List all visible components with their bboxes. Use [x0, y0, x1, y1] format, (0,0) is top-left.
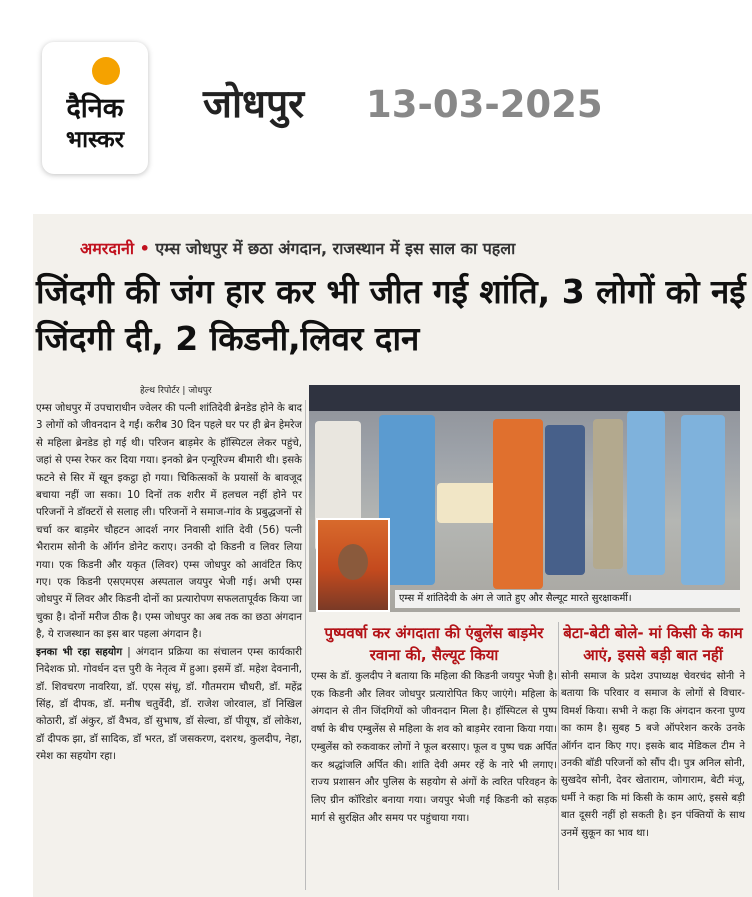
- column-1-subhead: इनका भी रहा सहयोग: [36, 646, 123, 658]
- kicker-text: एम्स जोधपुर में छठा अंगदान, राजस्थान में इस साल का पहला: [155, 239, 516, 258]
- article-column-1: [36, 400, 302, 766]
- kicker-bullet: •: [139, 239, 150, 258]
- guard-figure: [593, 419, 623, 569]
- edition-city: जोधपुर: [203, 82, 305, 127]
- article-kicker: [80, 238, 720, 260]
- logo-line-1: दैनिक: [66, 93, 124, 124]
- sun-icon: [92, 57, 120, 85]
- photo-caption: एम्स में शांतिदेवी के अंग ले जाते हुए और सैल्यूट मारते सुरक्षाकर्मी।: [395, 590, 740, 608]
- person-figure: [493, 419, 543, 589]
- column-1-paragraph-2: | अंगदान प्रक्रिया का संचालन एम्स कार्यकारी निदेशक प्रो. गोवर्धन दत्त पुरी के नेतृत्व में हुआ। इसमें डॉ. महेश देवनानी, डॉ. शिवचरण नावरिया, डॉ. एएस संधू, डॉ. गौतमराम चौधरी, डॉ. महेंद्र सिंह, डॉ दीपक, डॉ. मनीष चतुर्वेदी, डॉ. राजेश जोरवाल, डॉ निखिल कोठारी, डॉ अंकुर, डॉ वैभव, डॉ सुभाष, डॉ सेल्वा, डॉ पीयूष, डॉ लोकेश, डॉ दीपक झा, डॉ सादिक, डॉ भरत, डॉ जसकरण, दशरथ, कुलदीप, नेहा, रमेश का सहयोग रहा।: [36, 646, 302, 763]
- kicker-place: अमरदानी: [80, 239, 135, 258]
- edition-date: 13-03-2025: [366, 83, 603, 126]
- article-byline: हेल्थ रिपोर्टर | जोधपुर: [140, 386, 212, 396]
- column-3-headline: बेटा-बेटी बोले- मां किसी के काम आएं, इससे बड़ी बात नहीं: [563, 624, 743, 664]
- column-2-headline: पुष्पवर्षा कर अंगदाता की एंबुलेंस बाड़मेर रवाना की, सैल्यूट किया: [324, 624, 544, 664]
- photo-ceiling: [309, 385, 740, 411]
- article-column-3: सोनी समाज के प्रदेश उपाध्यक्ष चेवरचंद सोनी ने बताया कि परिवार व समाज के लोगों से विचार-विमर्श किया। सभी ने कहा कि अंगदान करना पुण्य का काम है। सुबह 5 बजे ऑपरेशन करके उनके ऑर्गन दान किए गए। इसके बाद मेडिकल टीम ने उनकी बॉडी परिजनों को सौंप दी। पुत्र अनिल सोनी, सुखदेव सोनी, देवर खेताराम, जोगाराम, बेटी मंजू, धर्मी ने कहा कि मां किसी के काम आएं, इससे बड़ी बात दूसरी नहीं हो सकती है। इन पंक्तियों के साथ उनमें सुकून का भाव था।: [561, 671, 745, 839]
- article-headline: जिंदगी की जंग हार कर भी जीत गई शांति, 3 लोगों को नई जिंदगी दी, 2 किडनी,लिवर दान: [36, 272, 746, 358]
- person-figure: [545, 425, 585, 575]
- guard-figure: [627, 411, 665, 575]
- column-divider: [305, 400, 306, 890]
- stretcher: [437, 483, 497, 523]
- article-column-2: एम्स के डॉ. कुलदीप ने बताया कि महिला की किडनी जयपुर भेजी है। एक किडनी और लिवर जोधपुर प्रत्यारोपित किए जाएंगे। महिला के अंगदान से तीन जिंदगियों को जीवनदान मिला है। हॉस्पिटल से पुष्प वर्षा के बीच एम्बुलेंस से महिला के शव को बाड़मेर रवाना किया गया। एम्बुलेंस को रुकवाकर लोगों ने फूल बरसाए। फूल व पुष्प चक्र अर्पित कर श्रद्धांजलि अर्पित की। शांति देवी अमर रहें के नारे भी लगाए। राज्य प्रशासन और पुलिस के सहयोग से अंगों के त्वरित परिवहन के लिए ग्रीन कॉरिडोर बनाया गया। जयपुर भेजी गई किडनी को सड़क मार्ग से सुरक्षित और समय पर पहुंचाया गया।: [311, 671, 557, 824]
- column-1-paragraph: एम्स जोधपुर में उपचाराधीन ज्वेलर की पत्नी शांतिदेवी ब्रेनडेड होने के बाद 3 लोगों को जीवनदान दे गईं। करीब 30 दिन पहले घर पर ही ब्रेन हेमरेज से महिला ब्रेनडेड हो गई थी। परिजन बाड़मेर के हॉस्पिटल लेकर पहुंचे, जहां से एम्स रेफर कर दिया गया। इनको ब्रेन एन्यूरिज्म बीमारी थी। इसके फटने से सिर में खून इकट्ठा हो गया। चिकित्सकों के प्रयासों के बावजूद बचाया नहीं जा सका। 10 दिनों तक शरीर में हलचल नहीं होने पर परिजनों ने डॉक्टरों से सलाह ली। परिजनों ने समाज-गांव के प्रबुद्धजनों से चर्चा कर बाड़मेर चौहटन आदर्श नगर निवासी शांति देवी (56) पत्नी भैराराम सोनी के ऑर्गन डोनेट कराए। उनकी दो किडनी व लिवर लिया गया। एक किडनी और यकृत (लिवर) एम्स जोधपुर को आवंटित किए गए। एक किडनी एसएमएस अस्पताल जयपुर भेजी गई। अभी एम्स जोधपुर में लिवर और किडनी दोनों का प्रत्यारोपण सफलतापूर्वक किया जा चुका है। दोनों मरीज ठीक है। एम्स जोधपुर का अब तक का छठा अंगदान है, ये राजस्थान का इस बार पहला अंगदान है।: [36, 403, 302, 641]
- donor-portrait: [316, 518, 390, 612]
- newspaper-logo: [42, 42, 148, 174]
- portrait-face: [338, 544, 368, 580]
- logo-line-2: भास्कर: [65, 127, 125, 153]
- guard-figure: [681, 415, 725, 585]
